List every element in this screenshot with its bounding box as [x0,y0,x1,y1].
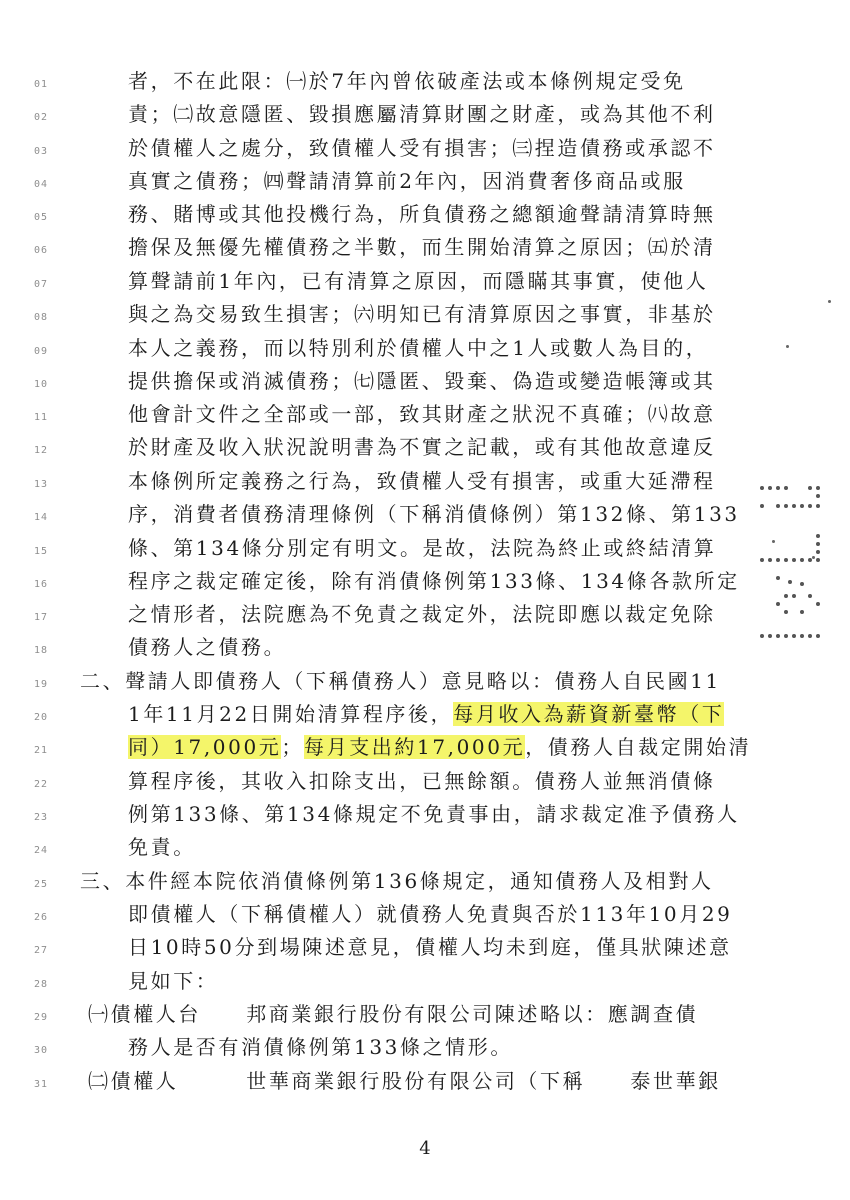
text-segment: 本人之義務，而以特別利於債權人中之1人或數人為目的， [128,336,709,360]
binding-hole-dot [788,580,792,584]
binding-hole-dot [776,634,780,638]
text-line [128,934,732,960]
binding-hole-dot [760,486,764,490]
highlighted-text: 同）17,000元 [128,735,282,759]
binding-hole-dot [816,504,820,508]
text-line [128,168,686,194]
text-line [128,968,218,994]
line-number: 30 [34,1045,49,1056]
binding-hole-dot [792,594,796,598]
text-line [128,135,716,161]
line-number: 13 [34,479,49,490]
text-segment: 者，不在此限：㈠於7年內曾依破產法或本條例規定受免 [128,69,686,93]
text-line [88,1068,721,1094]
page-number: 4 [419,1138,431,1159]
text-segment: 世華商業銀行股份有限公司（下稱 [246,1069,586,1093]
binding-hole-dot [768,634,772,638]
line-number: 08 [34,312,49,323]
text-line [128,301,716,327]
binding-hole-dot [800,582,804,586]
text-segment: 務、賭博或其他投機行為，所負債務之總額逾聲請清算時無 [128,202,716,226]
binding-hole-dot [808,486,812,490]
text-line [128,501,740,527]
text-line [128,468,716,494]
binding-hole-dot [816,634,820,638]
binding-hole-dot [776,504,780,508]
text-segment: 提供擔保或消滅債務；㈦隱匿、毀棄、偽造或變造帳簿或其 [128,369,716,393]
text-segment: 務人是否有消債條例第133條之情形。 [128,1035,513,1059]
text-line [128,535,716,561]
line-number: 22 [34,779,49,790]
line-number: 31 [34,1079,49,1090]
text-line [128,1034,513,1060]
text-segment: 真實之債務；㈣聲請清算前2年內，因消費奢侈商品或服 [128,169,686,193]
line-number: 23 [34,812,49,823]
line-number: 18 [34,645,49,656]
binding-hole-dot [784,634,788,638]
line-number: 16 [34,579,49,590]
binding-hole-dot [816,558,820,562]
line-number: 24 [34,845,49,856]
text-line [128,701,724,727]
line-number: 06 [34,245,49,256]
text-segment: 本條例所定義務之行為，致債權人受有損害，或重大延滯程 [128,469,716,493]
text-segment: ，債務人自裁定開始清 [525,735,752,759]
text-line [128,768,716,794]
line-number: 19 [34,679,49,690]
text-segment [201,1002,246,1026]
binding-hole-dot [800,610,804,614]
binding-hole-dot [816,534,820,538]
line-number: 21 [34,745,49,756]
text-segment: 1年11月22日開始清算程序後， [128,702,454,726]
text-segment: ； [281,735,304,759]
line-number: 26 [34,912,49,923]
text-segment: 於債權人之處分，致債權人受有損害；㈢捏造債務或承認不 [128,136,716,160]
binding-hole-dot [816,494,820,498]
text-segment: 邦商業銀行股份有限公司陳述略以：應調查債 [246,1002,699,1026]
line-number: 09 [34,346,49,357]
binding-hole-dot [816,486,820,490]
text-segment: 擔保及無優先權債務之半數，而生開始清算之原因；㈤於清 [128,235,716,259]
text-segment: 例第133條、第134條規定不免責事由，請求裁定准予債務人 [128,802,740,826]
binding-hole-dot [816,602,820,606]
binding-hole-dot [776,576,780,580]
text-line [128,68,686,94]
line-number: 20 [34,712,49,723]
line-number: 10 [34,379,49,390]
text-segment: 債務人之債務。 [128,635,287,659]
scan-speck [772,540,775,543]
line-number: 28 [34,979,49,990]
binding-hole-dot [792,634,796,638]
text-segment [585,1069,630,1093]
text-segment: 於財產及收入狀況說明書為不實之記載，或有其他故意違反 [128,435,716,459]
line-number: 14 [34,512,49,523]
text-line [128,234,716,260]
text-line [128,434,716,460]
binding-hole-dot [760,634,764,638]
scan-speck [812,556,815,559]
text-line [128,101,716,127]
line-number: 29 [34,1012,49,1023]
text-line [128,268,708,294]
line-number: 27 [34,945,49,956]
text-segment: 日10時50分到場陳述意見，債權人均未到庭，僅具狀陳述意 [128,935,732,959]
binding-hole-dot [808,634,812,638]
binding-hole-dot [800,634,804,638]
text-segment: 他會計文件之全部或一部，致其財產之狀況不真確；㈧故意 [128,402,716,426]
text-segment: 序，消費者債務清理條例（下稱消債條例）第132條、第133 [128,502,740,526]
text-line [128,201,716,227]
binding-hole-dot [784,504,788,508]
text-segment: ㈠債權人台 [88,1002,201,1026]
line-number: 25 [34,879,49,890]
line-number: 02 [34,112,49,123]
highlighted-text: 每月支出約17,000元 [304,735,526,759]
line-number: 04 [34,179,49,190]
text-segment: 即債權人（下稱債權人）就債務人免責與否於113年10月29 [128,902,733,926]
binding-hole-dot [784,610,788,614]
text-segment: 泰世華銀 [630,1069,721,1093]
binding-hole-dot [792,504,796,508]
line-number: 11 [34,412,49,423]
binding-hole-dot [784,486,788,490]
scan-speck [828,300,831,303]
binding-hole-dot [808,558,812,562]
text-segment: 免責。 [128,835,196,859]
text-segment: 與之為交易致生損害；㈥明知已有清算原因之事實，非基於 [128,302,716,326]
text-segment: ㈡債權人 [88,1069,179,1093]
scan-speck [786,345,789,348]
binding-hole-dot [776,558,780,562]
text-line [80,868,714,894]
line-number: 17 [34,612,49,623]
text-line [128,368,716,394]
binding-hole-dot [776,602,780,606]
text-segment: 見如下： [128,969,219,993]
binding-hole-dot [792,558,796,562]
text-line [128,634,286,660]
binding-hole-dot [760,558,764,562]
binding-hole-dot [768,558,772,562]
binding-hole-dot [760,504,764,508]
line-number: 07 [34,279,49,290]
text-segment: 算聲請前1年內，已有清算之原因，而隱瞞其事實，使他人 [128,269,709,293]
text-line [128,801,740,827]
line-number: 05 [34,212,49,223]
binding-hole-dot [784,558,788,562]
text-segment [178,1069,246,1093]
text-line [80,668,721,694]
line-number: 03 [34,146,49,157]
binding-hole-dot [768,486,772,490]
text-line [128,601,716,627]
text-line [88,1001,698,1027]
text-segment: 條、第134條分別定有明文。是故，法院為終止或終結清算 [128,536,717,560]
text-segment: 之情形者，法院應為不免責之裁定外，法院即應以裁定免除 [128,602,716,626]
text-line [128,568,740,594]
text-segment: 程序之裁定確定後，除有消債條例第133條、134條各款所定 [128,569,740,593]
binding-hole-marks [760,482,830,652]
binding-hole-dot [776,486,780,490]
binding-hole-dot [784,594,788,598]
text-line [128,834,196,860]
binding-hole-dot [808,504,812,508]
text-line [128,335,708,361]
text-segment: 三、本件經本院依消債條例第136條規定，通知債務人及相對人 [80,869,714,893]
highlighted-text: 每月收入為薪資新臺幣（下 [453,702,725,726]
line-number: 12 [34,445,49,456]
text-line [128,401,716,427]
text-segment: 算程序後，其收入扣除支出，已無餘額。債務人並無消債條 [128,769,716,793]
binding-hole-dot [800,504,804,508]
binding-hole-dot [800,558,804,562]
text-line [128,734,751,760]
text-segment: 二、聲請人即債務人（下稱債務人）意見略以：債務人自民國11 [80,669,721,693]
line-number: 15 [34,546,49,557]
binding-hole-dot [808,594,812,598]
text-line [128,901,732,927]
line-number: 01 [34,79,49,90]
binding-hole-dot [816,542,820,546]
text-segment: 責；㈡故意隱匿、毀損應屬清算財團之財產，或為其他不利 [128,102,716,126]
binding-hole-dot [816,550,820,554]
